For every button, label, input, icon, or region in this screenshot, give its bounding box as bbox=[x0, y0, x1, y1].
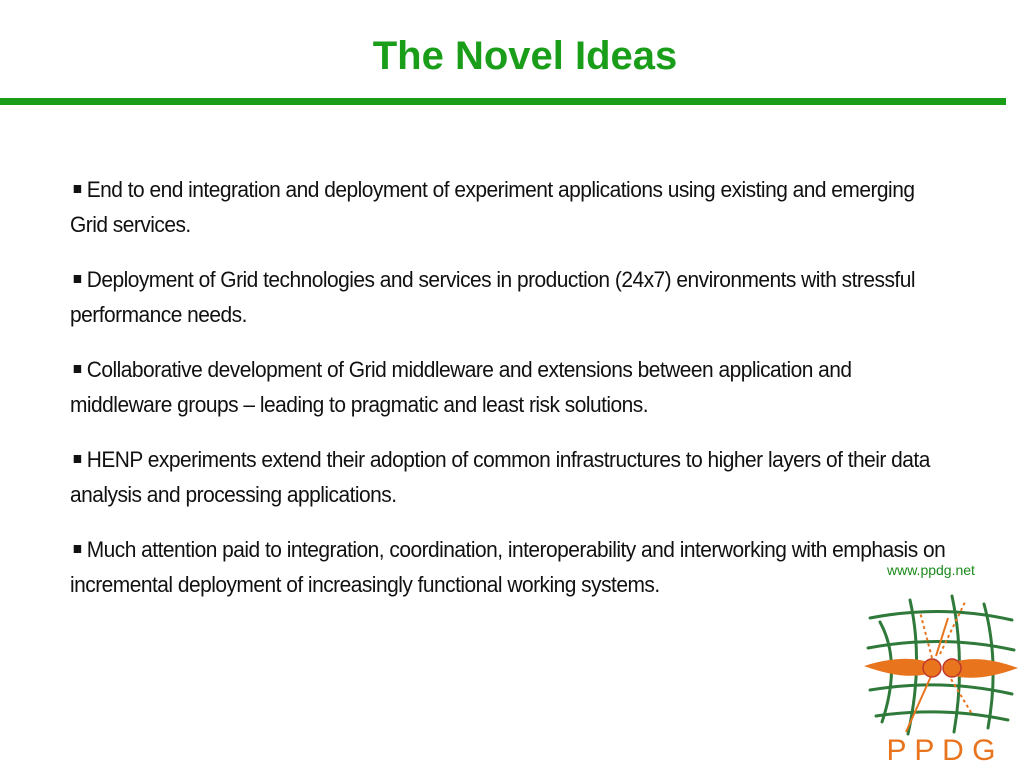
square-bullet-icon bbox=[74, 545, 81, 553]
right-particle bbox=[943, 659, 961, 677]
right-beam bbox=[954, 659, 1018, 678]
bullet-text: HENP experiments extend their adoption of common infrastructures to higher layers of their data analysis and processing applications. bbox=[70, 447, 930, 507]
bullet-text: Much attention paid to integration, coordination, interoperability and interworking with emphasis on incremental deployment of increasingly functional working systems. bbox=[70, 537, 946, 597]
bullet-text: Collaborative development of Grid middleware and extensions between application and middleware groups – leading to pragmatic and least risk solutions. bbox=[70, 357, 852, 417]
bullet-item bbox=[70, 262, 950, 332]
square-bullet-icon bbox=[74, 455, 81, 463]
ppdg-url: www.ppdg.net bbox=[887, 562, 975, 578]
slide-title: The Novel Ideas bbox=[372, 34, 678, 78]
bullet-list bbox=[70, 172, 950, 622]
square-bullet-icon bbox=[74, 365, 81, 373]
bullet-item bbox=[70, 532, 950, 602]
title-divider bbox=[0, 98, 1006, 105]
left-particle bbox=[923, 659, 941, 677]
square-bullet-icon bbox=[74, 185, 81, 193]
ppdg-wordmark: P P D G bbox=[886, 734, 996, 767]
ppdg-logo bbox=[862, 582, 1020, 768]
left-beam bbox=[864, 659, 928, 676]
bullet-text: End to end integration and deployment of experiment applications using existing and emerging Grid services. bbox=[70, 177, 915, 237]
square-bullet-icon bbox=[74, 275, 81, 283]
bullet-text: Deployment of Grid technologies and services in production (24x7) environments with stressful performance needs. bbox=[70, 267, 915, 327]
bullet-item bbox=[70, 442, 950, 512]
bullet-item bbox=[70, 172, 950, 242]
bullet-item bbox=[70, 352, 950, 422]
